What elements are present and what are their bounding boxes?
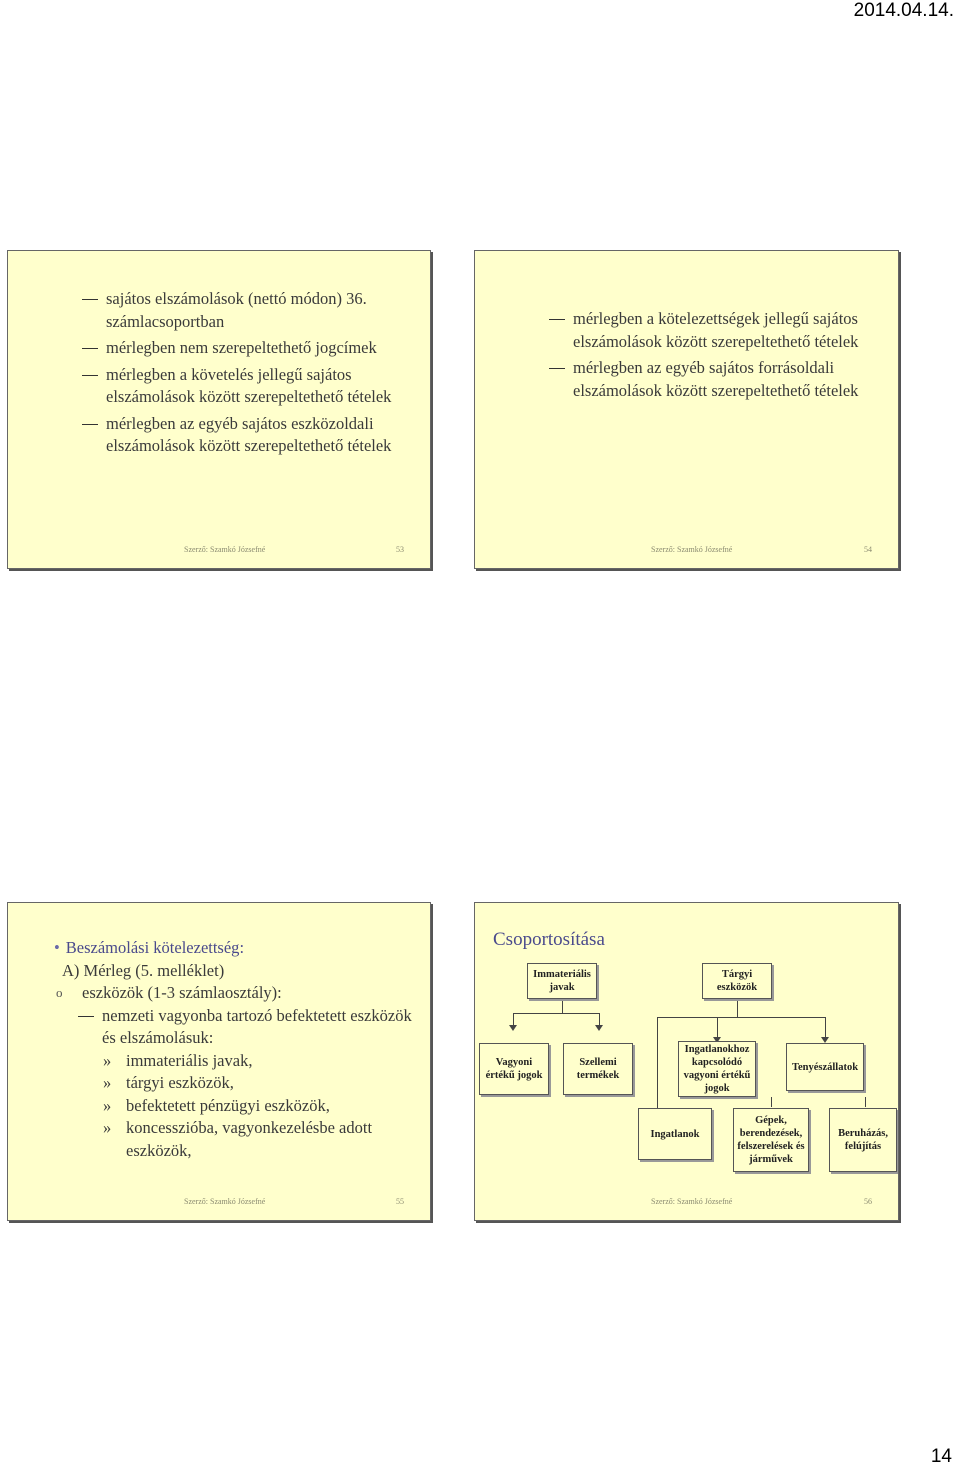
slide-number: 53 [396,545,404,554]
list-item: mérlegben az egyéb sajátos forrásoldali elszámolások között szerepeltethető tételek [549,357,879,402]
sub-item-label: immateriális javak, [126,1050,253,1070]
slide-53 [7,250,431,569]
slide-55-content [54,937,424,1162]
list-item: mérlegben a követelés jellegű sajátos elszámolások között szerepeltethető tételek [82,364,412,409]
connector [737,999,738,1017]
list-item: mérlegben nem szerepeltethető jogcímek [82,337,412,360]
list-item [54,1095,424,1118]
raquo-icon: » [103,1073,112,1092]
connector [865,1097,866,1107]
slide-author: Szerző: Szamkó Józsefné [184,1197,266,1206]
slide-title: Csoportosítása [493,929,605,950]
box-vagyoni-ertekeu-jogok: Vagyoni értékű jogok [479,1043,549,1095]
slide-author: Szerző: Szamkó Józsefné [651,1197,733,1206]
box-ingatlanok: Ingatlanok [638,1108,712,1160]
box-beruhazas: Beruházás, felújítás [829,1108,897,1172]
connector [562,999,563,1013]
list-item [54,1050,424,1073]
circle-bullet-icon: o [56,985,63,1000]
slide-author: Szerző: Szamkó Józsefné [184,545,266,554]
connector [717,1017,718,1039]
sub-item-label: koncesszióba, vagyonkezelésbe adott eszközök, [126,1118,373,1160]
assets-item [54,982,424,1005]
slide-54-list [549,308,879,406]
slide-53-list [82,288,412,462]
box-tenyeszallatok: Tenyészállatok [786,1043,864,1091]
box-targyi-eszkozok: Tárgyi eszközök [702,963,772,999]
arrow-icon [509,1025,517,1031]
national-assets-item: nemzeti vagyonba tartozó befektetett eszközök és elszámolásuk: [54,1005,424,1050]
raquo-icon: » [103,1118,112,1137]
connector [657,1017,658,1115]
list-item [54,1072,424,1095]
box-immaterialis-javak: Immateriális javak [527,963,597,999]
slide-number: 56 [864,1197,872,1206]
assets-label: eszközök (1-3 számlaosztály): [82,983,282,1002]
list-item: mérlegben a kötelezettségek jellegű sajátos elszámolások között szerepeltethető tételek [549,308,879,353]
slide-56 [474,902,899,1221]
box-gepek: Gépek, berendezések, felszerelések és járművek [733,1108,809,1172]
slide-number: 55 [396,1197,404,1206]
raquo-icon: » [103,1050,112,1070]
heading-colon: : [239,938,245,957]
list-item: mérlegben az egyéb sajátos eszközoldali elszámolások között szerepeltethető tételek [82,413,412,458]
bullet-dot-icon: • [54,938,60,957]
slide-54 [474,250,899,569]
box-szellemi-termekek: Szellemi termékek [563,1043,633,1095]
list-item: sajátos elszámolások (nettó módon) 36. számlacsoportban [82,288,412,333]
slide-55 [7,902,431,1221]
box-ingatlanokhoz: Ingatlanokhoz kapcsolódó vagyoni értékű jogok [678,1041,756,1097]
bullet-heading [54,937,424,960]
balance-sheet-line: A) Mérleg (5. melléklet) [62,960,225,980]
page-date: 2014.04.14. [853,0,954,21]
raquo-icon: » [103,1095,112,1115]
page-number: 14 [930,1446,952,1467]
connector [657,1017,825,1018]
connector [513,1013,600,1014]
connector [771,1097,772,1107]
sub-item-label: tárgyi eszközök, [126,1073,234,1092]
sub-item-label: befektetett pénzügyi eszközök, [126,1095,330,1115]
arrow-icon [595,1025,603,1031]
slide-heading: Beszámolási kötelezettség [65,938,240,957]
connector [825,1017,826,1039]
slide-number: 54 [864,545,872,554]
slide-author: Szerző: Szamkó Józsefné [651,545,733,554]
list-item [54,1117,424,1162]
